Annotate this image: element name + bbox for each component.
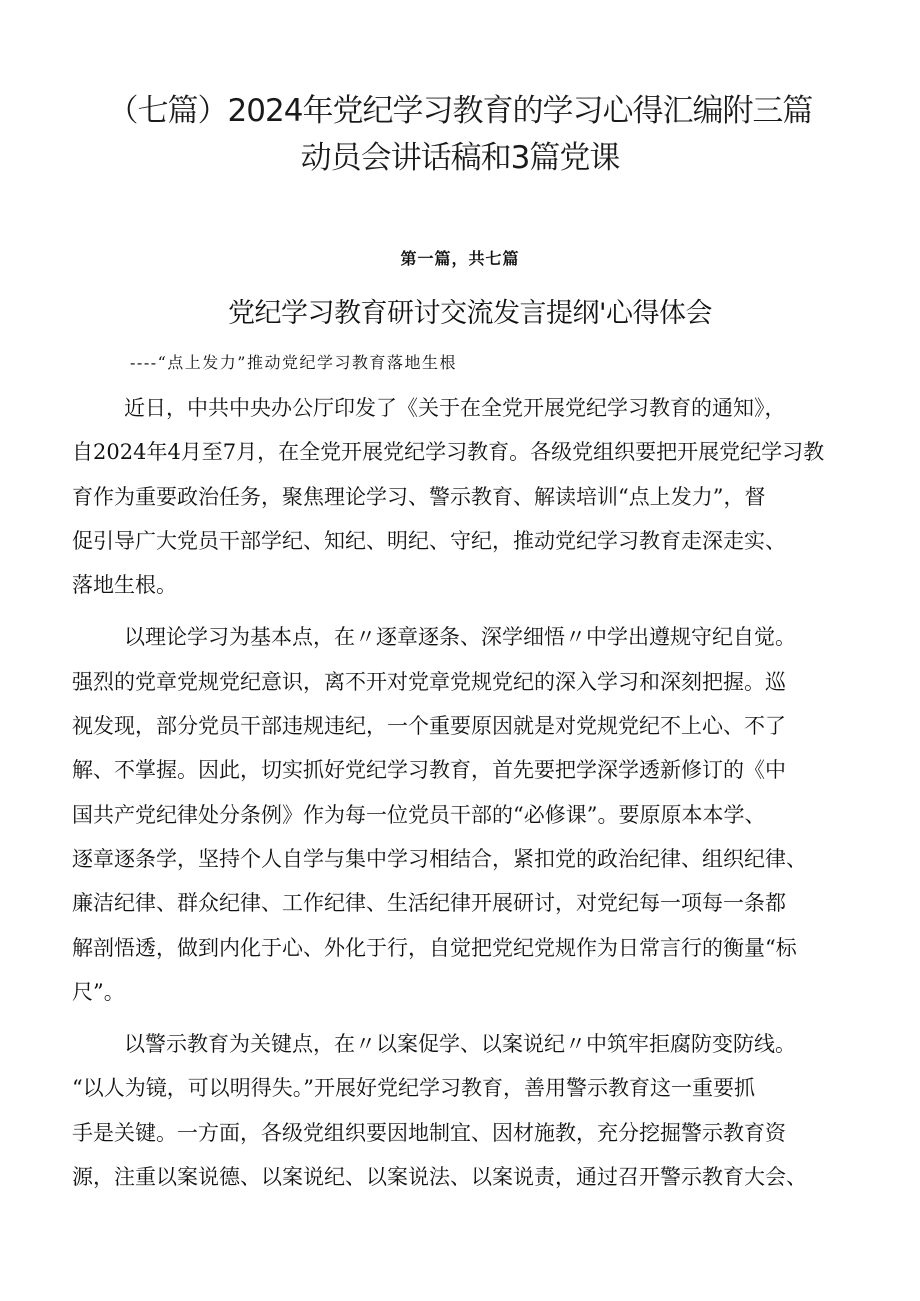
paragraph-line: 育作为重要政治任务，聚焦理论学习、警示教育、解读培训“点上发力”，督 — [72, 484, 766, 509]
article-body — [72, 386, 882, 1207]
paragraph-line: 近日，中共中央办公厅印发了《关于在全党开展党纪学习教育的通知》， — [124, 396, 786, 420]
document-title-line-2: 动员会讲话稿和3篇党课 — [300, 140, 620, 176]
paragraph-line: 落地生根。 — [72, 573, 177, 598]
paragraph-line: 解、不掌握。因此，切实抓好党纪学习教育，首先要把学深学透新修订的《中 — [72, 758, 786, 783]
paragraph-line: 以理论学习为基本点，在〃逐章逐条、深学细悟〃中学出遵规守纪自觉。 — [124, 625, 796, 650]
paragraph-line: 以警示教育为关键点，在〃以案促学、以案说纪〃中筑牢拒腐防变防线。 — [124, 1032, 796, 1057]
paragraph-2 — [72, 615, 882, 1014]
paragraph-line: 促引导广大党员干部学纪、知纪、明纪、守纪，推动党纪学习教育走深走实、 — [72, 528, 786, 553]
document-title-line-1: （七篇）2024年党纪学习教育的学习心得汇编附三篇 — [107, 93, 813, 129]
paragraph-line: 自2024年4月至7月，在全党开展党纪学习教育。各级党组织要把开展党纪学习教 — [72, 440, 825, 465]
paragraph-line: 尺”。 — [72, 979, 125, 1004]
paragraph-line: 解剖悟透，做到内化于心、外化于行，自觉把党纪党规作为日常言行的衡量“标 — [72, 935, 797, 960]
section-label: 第一篇，共七篇 — [400, 249, 520, 268]
paragraph-line: “以人为镜，可以明得失。”开展好党纪学习教育，善用警示教育这一重要抓 — [72, 1076, 755, 1101]
paragraph-line: 手是关键。一方面，各级党组织要因地制宜、因材施教，充分挖掘警示教育资 — [72, 1120, 786, 1145]
article-subtitle: ----“点上发力”推动党纪学习教育落地生根 — [130, 353, 457, 372]
paragraph-line: 国共产党纪律处分条例》作为每一位党员干部的“必修课”。要原原本本学、 — [72, 802, 766, 827]
paragraph-line: 逐章逐条学，坚持个人自学与集中学习相结合，紧扣党的政治纪律、组织纪律、 — [72, 846, 807, 871]
document-title — [70, 88, 850, 182]
paragraph-1 — [72, 386, 882, 607]
article-title: 党纪学习教育研讨交流发言提纲'心得体会 — [228, 298, 712, 329]
paragraph-line: 廉洁纪律、群众纪律、工作纪律、生活纪律开展研讨，对党纪每一项每一条都 — [72, 891, 786, 916]
paragraph-line: 视发现，部分党员干部违规违纪，一个重要原因就是对党规党纪不上心、不了 — [72, 714, 786, 739]
paragraph-3 — [72, 1022, 882, 1199]
paragraph-line: 源，注重以案说德、以案说纪、以案说法、以案说责，通过召开警示教育大会、 — [72, 1165, 807, 1190]
paragraph-line: 强烈的党章党规党纪意识，离不开对党章党规党纪的深入学习和深刻把握。巡 — [72, 669, 786, 694]
